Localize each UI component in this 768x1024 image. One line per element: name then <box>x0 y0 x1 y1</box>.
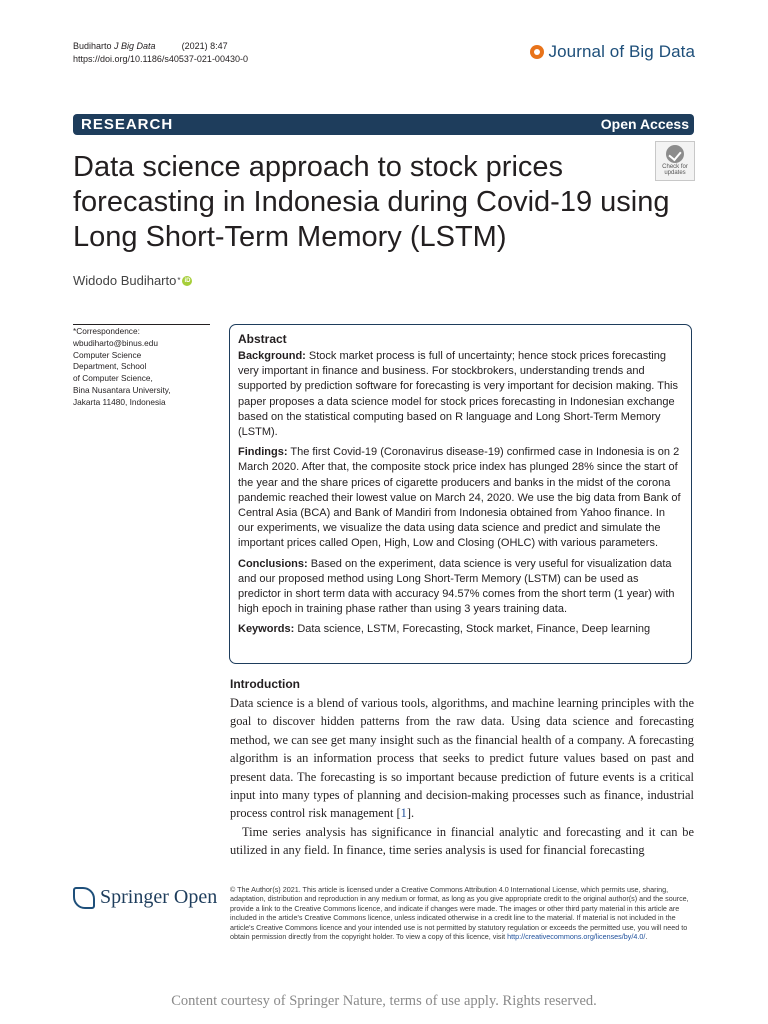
springer-open: Open <box>173 886 218 908</box>
license-link[interactable]: http://creativecommons.org/licenses/by/4.0/ <box>507 932 646 942</box>
affiliation-line: Computer Science <box>73 349 142 360</box>
citation-journal: J Big Data <box>114 41 156 51</box>
springer-open-logo <box>73 886 217 909</box>
findings-label: Findings: <box>238 446 288 459</box>
findings-text: The first Covid-19 (Coronavirus disease-19) confirmed case in Indonesia is on 2 March 2020. After that, the composite stock price index has plunged 28% since the start of the year and the share prices of cigarette producers and banks in the midst of the corona pandemic reached their lowest value on March 24, 2020. We use the big data from Bank of Central Asia (BCA) and Bank of Mandiri from Indonesia obtained from Yahoo finance. In our experiments, we visualize the data using data science and predict and simulate the important prices called Open, High, Low and Closing (OHLC) with various parameters. <box>238 446 681 550</box>
doi-link[interactable]: https://doi.org/10.1186/s40537-021-00430-0 <box>73 54 248 64</box>
introduction-paragraph-2: Time series analysis has significance in financial analytic and forecasting and it can be utilized in any field. In finance, time series analysis is used for financial forecasting <box>230 824 694 858</box>
author-mark: * <box>177 276 181 285</box>
intro-p1-end: ]. <box>406 806 415 821</box>
introduction-body <box>230 694 694 860</box>
check-updates-icon <box>666 145 684 163</box>
courtesy-notice: Content courtesy of Springer Nature, terms of use apply. Rights reserved. <box>171 993 597 1009</box>
affiliation-line: Jakarta 11480, Indonesia <box>73 396 166 407</box>
citation-ref-link[interactable]: 1 <box>400 806 407 821</box>
abstract-background <box>238 349 683 440</box>
correspondence-label: *Correspondence: <box>73 326 140 336</box>
affiliation-line: of Computer Science, <box>73 373 153 384</box>
introduction-heading: Introduction <box>230 677 300 691</box>
license-end: . <box>645 932 648 942</box>
springer-wordmark <box>100 886 217 909</box>
correspondence-block <box>73 326 213 409</box>
journal-brand[interactable] <box>530 42 695 62</box>
journal-name: Journal of Big Data <box>548 42 695 61</box>
section-bar <box>73 114 694 135</box>
background-text: Stock market process is full of uncertainty; hence stock prices forecasting very important in finance and business. For stockbrokers, understanding trends and supported by prediction software for forecasting is very important for decision making. This paper proposes a data science model for stock prices forecasting in Indonesian exchange based on the statistical computing based on R language and Long Short-Term Memory (LSTM). <box>238 350 678 439</box>
journal-logo-icon <box>530 45 544 59</box>
conclusions-label: Conclusions: <box>238 557 308 570</box>
springer-horse-icon <box>73 887 95 909</box>
abstract-heading: Abstract <box>238 332 287 346</box>
correspondence-email[interactable]: wbudiharto@binus.edu <box>73 337 158 348</box>
license-text <box>230 885 695 941</box>
keywords-label: Keywords: <box>238 623 295 636</box>
abstract-conclusions <box>238 557 683 618</box>
check-for-updates-badge[interactable] <box>655 141 695 181</box>
introduction-paragraph <box>230 694 694 823</box>
author-line <box>73 273 192 288</box>
springer-name: Springer <box>100 886 169 908</box>
abstract-findings <box>238 445 683 551</box>
citation-line <box>73 40 248 53</box>
check-updates-line-1: Check for <box>662 164 688 170</box>
citation-volume: (2021) 8:47 <box>181 41 228 51</box>
license-body: © The Author(s) 2021. This article is licensed under a Creative Commons Attribution 4.0 International License, which permits use, sharing, adaptation, distribution and reproduction in any medium or format, as long as you give appropriate credit to the original author(s) and the source, provide a link to the Creative Commons licence, and indicate if changes were made. The images or other third party material in this article are included in the article's Creative Commons licence, unless indicated otherwise in a credit line to the material. If material is not included in the article's Creative Commons licence and your intended use is not permitted by statutory regulation or exceeds the permitted use, you will need to obtain permission directly from the copyright holder. To view a copy of this licence, visit <box>230 885 689 942</box>
sidebar-divider <box>73 324 210 325</box>
keywords-text: Data science, LSTM, Forecasting, Stock market, Finance, Deep learning <box>297 623 651 636</box>
orcid-icon[interactable]: iD <box>184 277 191 284</box>
conclusions-text: Based on the experiment, data science is very useful for visualization data and our proposed method using Long Short-Term Memory (LSTM) can be used as predictor in short term data with accuracy 94.57% comes from the short term (1 year) with high epoch in training phase rather than using 3 years training data. <box>238 557 675 616</box>
abstract-box <box>229 324 692 664</box>
citation <box>73 40 248 66</box>
article-title: Data science approach to stock prices forecasting in Indonesia during Covid-19 using Long Short-Term Memory (LSTM) <box>73 151 670 253</box>
check-updates-line-2: updates <box>664 170 686 176</box>
section-label: RESEARCH <box>81 116 174 133</box>
affiliation-line: Department, School <box>73 361 147 372</box>
affiliation-line: Bina Nusantara University, <box>73 384 171 395</box>
intro-p1-text: Data science is a blend of various tools, algorithms, and machine learning principles with the goal to discover hidden patterns from the raw data. Using data science and forecasting method, we can see get many insight such as the financial health of a company. A forecasting algorithm is an information process that seeks to predict future values based on past and present data. The forecasting is so important because prediction of future events is a critical input into many types of planning and decision-making processes such as finance, industrial process control risk management [ <box>230 696 694 821</box>
citation-author: Budiharto <box>73 41 112 51</box>
background-label: Background: <box>238 350 306 362</box>
abstract-keywords <box>238 622 683 637</box>
author-name[interactable]: Widodo Budiharto <box>73 273 177 288</box>
open-access-label: Open Access <box>600 116 689 132</box>
